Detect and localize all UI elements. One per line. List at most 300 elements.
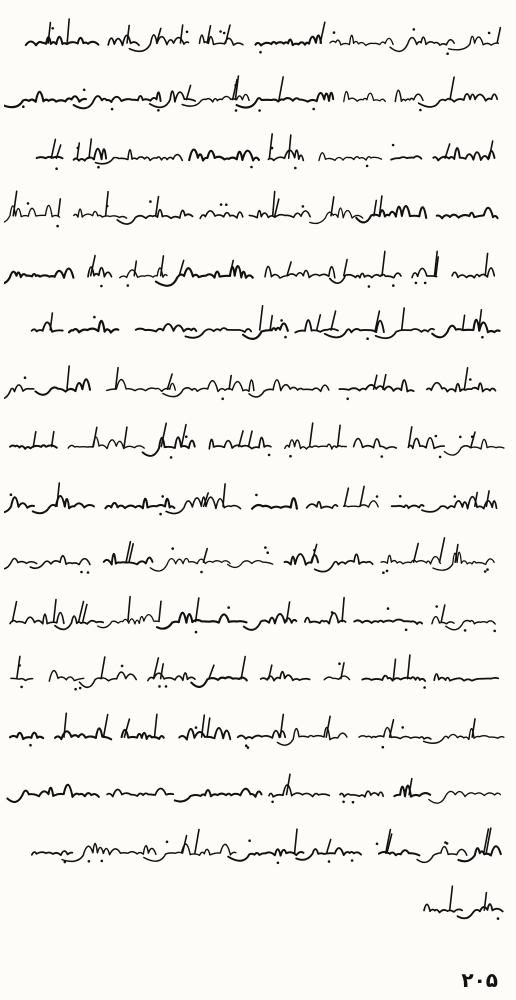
ink-word [458, 904, 503, 918]
ink-dot [446, 842, 449, 845]
ink-dot [225, 204, 228, 207]
ink-word [315, 554, 373, 571]
ink-dot [328, 860, 331, 863]
ink-ascender [450, 886, 453, 910]
ink-dot [87, 571, 90, 574]
ink-dot [101, 860, 104, 863]
ink-dot [413, 28, 416, 31]
ink-word [228, 849, 303, 861]
ink-dot [245, 744, 248, 747]
handwriting-strokes [4, 819, 512, 879]
ink-ascender [280, 714, 283, 737]
ink-word [249, 211, 310, 218]
ink-word [419, 94, 498, 107]
ink-dot [258, 109, 261, 112]
ink-word [394, 786, 430, 797]
ink-word [324, 676, 349, 680]
ink-dot [55, 167, 58, 170]
ink-word [150, 559, 230, 572]
ink-word [74, 209, 127, 218]
ink-dot [97, 165, 100, 168]
handwriting-strokes [4, 415, 512, 475]
ink-ascender [440, 538, 445, 562]
ink-word [69, 321, 118, 333]
ink-dot [351, 859, 354, 862]
ink-word [424, 728, 504, 743]
ink-word [80, 672, 137, 687]
ink-dot [127, 284, 130, 287]
ink-word [237, 93, 334, 108]
ink-ascender [57, 483, 59, 506]
ink-word [261, 671, 310, 680]
ink-dot [386, 570, 389, 573]
ink-word [117, 210, 192, 224]
ink-dot [227, 606, 230, 609]
ink-dot [161, 495, 164, 498]
handwriting-strokes [4, 588, 512, 648]
ink-dot [333, 31, 336, 34]
ink-dot [435, 434, 438, 437]
ink-dot [121, 664, 124, 667]
ink-ascender [331, 197, 334, 216]
ink-word [32, 851, 73, 855]
manuscript-line [4, 472, 512, 532]
ink-word [96, 149, 183, 163]
page-number: ۲۰۵ [461, 968, 498, 992]
ink-ascender [383, 374, 386, 389]
ink-ascender [239, 430, 243, 446]
ink-word [391, 156, 421, 159]
ink-dot [266, 552, 269, 555]
manuscript-line [4, 415, 512, 475]
ink-word [268, 150, 303, 160]
ink-dot [170, 456, 173, 459]
ink-dot [22, 105, 25, 108]
ink-ascender [463, 315, 465, 330]
ink-dot [220, 204, 223, 207]
ink-dot [111, 108, 114, 111]
ink-ascender [241, 656, 245, 678]
manuscript-line [4, 704, 512, 764]
handwriting-strokes [4, 357, 512, 417]
ink-word [449, 36, 499, 50]
ink-dot [248, 840, 251, 843]
manuscript-line [4, 877, 512, 937]
ink-ascender [67, 19, 69, 43]
ink-word [310, 208, 363, 223]
ink-word [26, 37, 99, 45]
ink-dot [10, 494, 13, 497]
ink-dot [271, 146, 274, 149]
ink-ascender [497, 28, 500, 43]
ink-ascender [249, 431, 253, 446]
ink-word [330, 35, 393, 45]
ink-dot [74, 688, 77, 691]
ink-ascender [342, 598, 344, 622]
ink-word [330, 273, 401, 283]
ink-word [433, 552, 494, 570]
ink-ascender [360, 487, 364, 507]
manuscript-line [4, 241, 512, 301]
ink-word [120, 268, 167, 278]
ink-ascender [67, 366, 69, 389]
ink-ascender [195, 830, 199, 854]
ink-ascender [159, 601, 161, 621]
ink-word [269, 785, 329, 797]
ink-ascender [270, 316, 272, 330]
ink-word [319, 152, 382, 160]
ink-word [434, 674, 498, 681]
ink-ascender [312, 545, 317, 563]
ink-word [340, 792, 383, 798]
ink-ascender [51, 139, 55, 158]
ink-word [432, 320, 499, 338]
manuscript-line [4, 357, 512, 417]
ink-dot [185, 435, 188, 438]
ink-dot [382, 745, 385, 748]
ink-ascender [127, 25, 129, 43]
handwriting-strokes [4, 704, 512, 764]
ink-dot [399, 495, 402, 498]
ink-dot [195, 631, 198, 634]
ink-ascender [207, 718, 210, 737]
ink-dot [165, 685, 168, 688]
ink-ascender [186, 85, 190, 99]
ink-word [143, 437, 195, 456]
ink-dot [481, 336, 484, 339]
ink-word [238, 730, 285, 738]
ink-dot [471, 435, 474, 438]
ink-dot [195, 726, 198, 729]
ink-word [429, 792, 501, 804]
ink-dot [331, 611, 334, 614]
ink-word [412, 269, 437, 278]
ink-dot [83, 88, 86, 91]
ink-ascender [471, 432, 475, 447]
ink-word [10, 613, 64, 624]
handwriting-strokes [4, 126, 512, 186]
ink-ascender [54, 600, 56, 622]
ink-ascender [327, 840, 331, 854]
ink-ascender [128, 597, 130, 622]
ink-ascender [58, 199, 60, 216]
ink-ascender [486, 491, 489, 506]
ink-dot [64, 861, 67, 864]
handwritten-text-block [4, 8, 512, 958]
ink-word [35, 379, 90, 395]
ink-word [144, 844, 236, 861]
ink-dot [415, 282, 418, 285]
ink-dot [486, 568, 489, 571]
ink-word [175, 789, 262, 802]
ink-ascender [344, 260, 347, 276]
ink-dot [376, 496, 379, 499]
ink-dot [392, 143, 395, 146]
ink-ascender [485, 254, 487, 276]
ink-word [444, 439, 504, 455]
ink-word [252, 499, 297, 509]
ink-dot [166, 841, 169, 844]
ink-word [381, 555, 440, 564]
ink-dot [171, 547, 174, 550]
ink-dot [346, 397, 349, 400]
ink-dot [313, 549, 316, 552]
ink-ascender [409, 426, 412, 446]
ink-ascender [310, 423, 313, 446]
manuscript-line [4, 819, 512, 879]
ink-ascender [179, 261, 184, 276]
ink-dot [271, 801, 274, 804]
ink-dot [401, 726, 404, 729]
ink-ascender [155, 714, 157, 737]
handwriting-strokes [4, 761, 512, 821]
ink-ascender [260, 306, 263, 330]
ink-dot [88, 860, 91, 863]
handwriting-strokes [4, 472, 512, 532]
ink-dot [366, 337, 369, 340]
ink-ascender [52, 431, 54, 446]
ink-ascender [295, 829, 297, 853]
ink-ascender [77, 143, 79, 158]
ink-dot [366, 164, 369, 167]
ink-word [424, 904, 462, 912]
ink-ascender [196, 598, 199, 621]
ink-dot [302, 205, 305, 208]
ink-ascender [229, 375, 231, 389]
ink-ascender [279, 77, 283, 100]
ink-dot [277, 862, 280, 865]
ink-word [437, 208, 498, 218]
ink-word [390, 37, 454, 51]
ink-ascender [273, 192, 275, 216]
ink-ascender [12, 602, 16, 622]
ink-dot [268, 453, 271, 456]
ink-ascender [374, 201, 376, 216]
ink-ascender [89, 139, 91, 158]
ink-word [191, 677, 247, 687]
ink-ascender [344, 489, 348, 507]
ink-word [200, 35, 244, 45]
manuscript-line [4, 588, 512, 648]
ink-word [249, 380, 329, 397]
ink-word [4, 206, 60, 223]
ink-dot [106, 205, 109, 208]
ink-dot [454, 496, 457, 499]
ink-ascender [101, 657, 105, 679]
ink-word [4, 498, 34, 513]
ink-word [11, 678, 33, 680]
ink-ascender [445, 144, 450, 158]
ink-dot [223, 32, 226, 35]
ink-ascender [393, 659, 395, 678]
ink-word [62, 844, 156, 862]
ink-word [277, 727, 347, 745]
ink-dot [294, 166, 297, 169]
ink-dot [93, 316, 96, 319]
ink-dot [27, 202, 30, 205]
ink-word [7, 785, 98, 802]
ink-word [33, 496, 94, 513]
ink-word [296, 848, 361, 860]
ink-ascender [33, 431, 36, 446]
manuscript-line [4, 183, 512, 243]
ink-word [356, 206, 426, 222]
ink-word [189, 149, 259, 160]
ink-word [228, 561, 273, 568]
ink-dot [186, 31, 189, 34]
ink-word [339, 380, 413, 391]
ink-word [179, 728, 230, 740]
ink-ascender [50, 313, 52, 330]
ink-ascender [408, 655, 410, 679]
ink-dot [284, 336, 287, 339]
ink-word [244, 614, 297, 630]
ink-word [4, 385, 34, 399]
handwriting-strokes [4, 241, 512, 301]
ink-dot [352, 801, 355, 804]
ink-dot [158, 685, 161, 688]
ink-word [452, 268, 494, 278]
ink-word [200, 211, 243, 219]
ink-ascender [402, 308, 405, 330]
ink-ascender [338, 425, 341, 446]
handwriting-strokes [4, 877, 512, 937]
ink-dot [342, 801, 345, 804]
ink-dot [469, 378, 472, 381]
ink-word [432, 617, 454, 624]
ink-dot [149, 201, 152, 204]
ink-word [107, 789, 173, 797]
ink-word [354, 438, 397, 448]
ink-dot [488, 32, 491, 35]
ink-word [265, 267, 335, 279]
ink-word [354, 620, 422, 624]
ink-ascender [464, 368, 467, 389]
ink-dot [493, 630, 496, 633]
ink-ascender [331, 311, 336, 330]
ink-word [359, 727, 431, 738]
ink-word [4, 269, 73, 284]
ink-ascender [441, 605, 445, 622]
ink-word [433, 148, 494, 160]
ink-dot [312, 107, 315, 110]
ink-word [459, 846, 501, 861]
ink-word [344, 91, 385, 101]
manuscript-line [4, 299, 512, 359]
ink-word [395, 90, 423, 101]
ink-dot [79, 686, 82, 689]
ink-dot [439, 455, 442, 458]
ink-word [32, 322, 63, 331]
ink-ascender [124, 427, 127, 446]
ink-dot [235, 109, 238, 112]
ink-dot [338, 662, 341, 665]
ink-dot [376, 843, 379, 846]
ink-dot [464, 629, 467, 632]
handwriting-strokes [4, 646, 512, 706]
ink-dot [381, 455, 384, 458]
ink-dot [387, 607, 390, 610]
ink-word [163, 380, 254, 397]
ink-dot [446, 52, 449, 55]
handwriting-strokes [4, 10, 512, 70]
ink-dot [435, 605, 438, 608]
ink-dot [392, 284, 395, 287]
ink-ascender [317, 315, 321, 330]
ink-word [427, 382, 496, 391]
ink-ascender [209, 665, 214, 679]
ink-word [74, 92, 161, 108]
ink-dot [419, 108, 422, 111]
ink-dot [497, 917, 500, 920]
ink-word [122, 729, 164, 738]
ink-dot [56, 225, 59, 228]
ink-word [307, 502, 338, 508]
manuscript-line [4, 126, 512, 186]
ink-ascender [414, 544, 419, 563]
ink-dot [368, 285, 371, 288]
ink-ascender [104, 714, 108, 737]
ink-word [157, 613, 247, 629]
ink-word [256, 35, 322, 45]
ink-word [136, 324, 197, 332]
ink-dot [200, 571, 203, 574]
ink-ascender [320, 22, 325, 43]
handwriting-strokes [4, 68, 512, 128]
ink-dot [219, 30, 222, 33]
ink-word [243, 323, 288, 338]
ink-ascender [269, 133, 272, 157]
ink-dot [51, 27, 54, 30]
ink-ascender [390, 719, 394, 736]
manuscript-line [4, 10, 512, 70]
ink-word [422, 497, 497, 512]
ink-ascender [181, 424, 186, 446]
handwriting-strokes [4, 530, 512, 590]
ink-word [108, 35, 139, 45]
ink-dot [221, 397, 224, 400]
ink-word [10, 732, 43, 738]
ink-word [305, 613, 346, 624]
ink-dot [24, 376, 27, 379]
ink-dot [259, 51, 262, 54]
ink-word [408, 437, 444, 448]
ink-dot [234, 84, 237, 87]
manuscript-line [4, 68, 512, 128]
ink-word [392, 505, 424, 508]
handwriting-strokes [4, 299, 512, 359]
ink-ascender [382, 252, 385, 276]
ink-dot [29, 743, 32, 746]
ink-ascender [489, 141, 493, 158]
ink-ascender [450, 77, 454, 99]
ink-word [105, 499, 174, 509]
ink-dot [159, 513, 162, 516]
ink-dot [77, 146, 80, 149]
ink-ascender [226, 25, 230, 43]
ink-dot [405, 629, 408, 632]
ink-word [156, 266, 253, 286]
ink-dot [424, 282, 427, 285]
ink-ascender [203, 549, 207, 563]
ink-dot [459, 435, 462, 438]
ink-word [68, 437, 144, 449]
ink-ascender [223, 484, 225, 506]
ink-ascender [64, 713, 66, 737]
ink-dot [18, 664, 21, 667]
ink-ascender [83, 604, 87, 621]
ink-dot [20, 685, 23, 688]
